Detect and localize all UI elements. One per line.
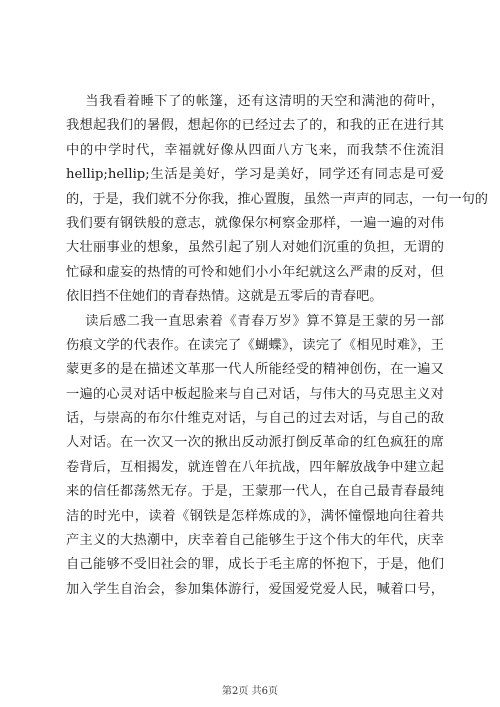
text-line: 人对话。在一次又一次的揪出反动派打倒反革命的红色疯狂的席	[66, 435, 444, 451]
text-line: 读后感二我一直思索着《青春万岁》算不算是王蒙的另一部	[66, 313, 444, 329]
text-line: 忙碌和虚妄的热情的可怜和她们小小年纪就这么严肃的反对，但	[66, 264, 444, 280]
text-line: 产主义的大热潮中，庆幸着自己能够生于这个伟大的年代，庆幸	[66, 533, 444, 549]
text-line: 我想起我们的暑假，想起你的已经过去了的，和我的正在进行其	[66, 118, 444, 134]
text-line: 卷背后，互相揭发，就连曾在八年抗战，四年解放战争中建立起	[66, 459, 444, 475]
text-line: 一遍的心灵对话中板起脸来与自己对话，与伟大的马克思主义对	[66, 386, 444, 402]
body-text	[66, 90, 488, 602]
text-line: 蒙更多的是在描述文革那一代人所能经受的精神创伤，在一遍又	[66, 362, 444, 378]
text-line: 自己能够不受旧社会的罪，成长于毛主席的怀抱下，于是，他们	[66, 557, 444, 573]
paragraph-1	[66, 90, 488, 310]
text-line: 依旧挡不住她们的青春热情。这就是五零后的青春吧。	[66, 289, 383, 305]
text-line: 洁的时光中，读着《钢铁是怎样炼成的》，满怀憧憬地向往着共	[66, 508, 444, 524]
text-line: 大壮丽事业的想象，虽然引起了别人对她们沉重的负担，无谓的	[66, 240, 444, 256]
text-line: 伤痕文学的代表作。在读完了《蝴蝶》，读完了《相见时难》，王	[66, 337, 444, 353]
text-line: 加入学生自治会，参加集体游行，爱国爱党爱人民，喊着口号，	[66, 581, 444, 597]
paragraph-2	[66, 310, 444, 603]
text-line: 来的信任都荡然无存。于是，王蒙那一代人，在自己最青春最纯	[66, 484, 444, 500]
page-number-footer: 第2页 共6页	[222, 686, 278, 697]
text-line: 话，与崇高的布尔什维克对话，与自己的过去对话，与自己的敌	[66, 411, 444, 427]
text-line: hellip;hellip;生活是美好，学习是美好，同学还有同志是可爱	[66, 167, 444, 183]
text-line: 我们要有钢铁般的意志，就像保尔柯察金那样，一遍一遍的对伟	[66, 215, 444, 231]
text-line: 的，于是，我们就不分你我，推心置腹，虽然一声声的同志，一句一句的	[66, 191, 488, 207]
text-line: 当我看着睡下了的帐篷，还有这清明的天空和满池的荷叶，	[66, 94, 444, 109]
text-line: 中的中学时代，幸福就好像从四面八方飞来，而我禁不住流泪	[66, 142, 444, 158]
